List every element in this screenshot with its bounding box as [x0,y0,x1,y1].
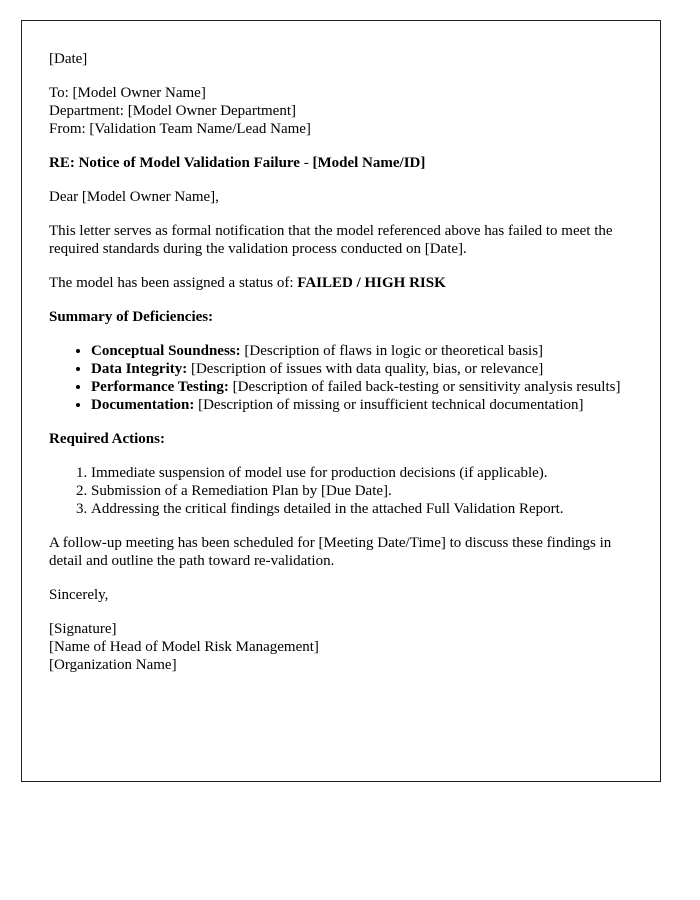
deficiency-label: Documentation: [91,397,195,413]
deficiencies-heading: Summary of Deficiencies: [49,309,214,325]
action-item-suspension: 1. Immediate suspension of model use for production decisions (if applicable). [91,464,628,482]
deficiency-description: [Description of missing or insufficient technical documentation] [194,397,584,413]
deficiency-description: [Description of issues with data quality, bias, or relevance] [187,361,544,377]
deficiency-item-documentation [91,396,628,414]
deficiency-label: Data Integrity: [91,361,188,377]
subject-title: RE: Notice of Model Validation Failure [49,155,300,171]
subject-line [49,154,628,172]
recipient-from-line: From: [Validation Team Name/Lead Name] [49,121,311,137]
actions-heading: Required Actions: [49,431,165,447]
signature-placeholder-line: [Signature] [49,621,117,637]
deficiency-item-data-integrity [91,360,628,378]
organization-name-line: [Organization Name] [49,657,177,673]
deficiency-item-performance-testing [91,378,628,396]
subject-separator: - [299,155,313,171]
intro-paragraph: This letter serves as formal notification that the model referenced above has failed to meet the required standards during the validation process conducted on [Date]. [49,223,613,257]
deficiency-item-conceptual-soundness [91,342,628,360]
action-item-remediation-plan: 2. Submission of a Remediation Plan by [Due Date]. [91,482,628,500]
salutation-line: Dear [Model Owner Name], [49,189,219,205]
signature-block [49,620,628,674]
signatory-name-line: [Name of Head of Model Risk Management] [49,639,319,655]
recipient-block [49,84,628,138]
document-page [21,20,661,782]
deficiencies-list [49,342,628,414]
actions-list [49,464,628,518]
status-line [49,274,628,292]
followup-paragraph: A follow-up meeting has been scheduled for [Meeting Date/Time] to discuss these findings in detail and outline the path toward re-validation. [49,535,612,569]
recipient-department-line: Department: [Model Owner Department] [49,103,296,119]
closing-line: Sincerely, [49,587,109,603]
action-item-critical-findings: 3. Addressing the critical findings detailed in the attached Full Validation Report. [91,500,628,518]
status-badge-text: FAILED / HIGH RISK [297,275,446,291]
deficiency-label: Performance Testing: [91,379,229,395]
letter-body [22,21,660,674]
subject-model-id: [Model Name/ID] [312,155,426,171]
deficiency-description: [Description of failed back-testing or sensitivity analysis results] [228,379,621,395]
status-line-text: The model has been assigned a status of: [49,275,298,291]
deficiency-label: Conceptual Soundness: [91,343,241,359]
deficiency-description: [Description of flaws in logic or theoretical basis] [240,343,544,359]
date-line: [Date] [49,51,88,67]
recipient-to-line: To: [Model Owner Name] [49,85,206,101]
